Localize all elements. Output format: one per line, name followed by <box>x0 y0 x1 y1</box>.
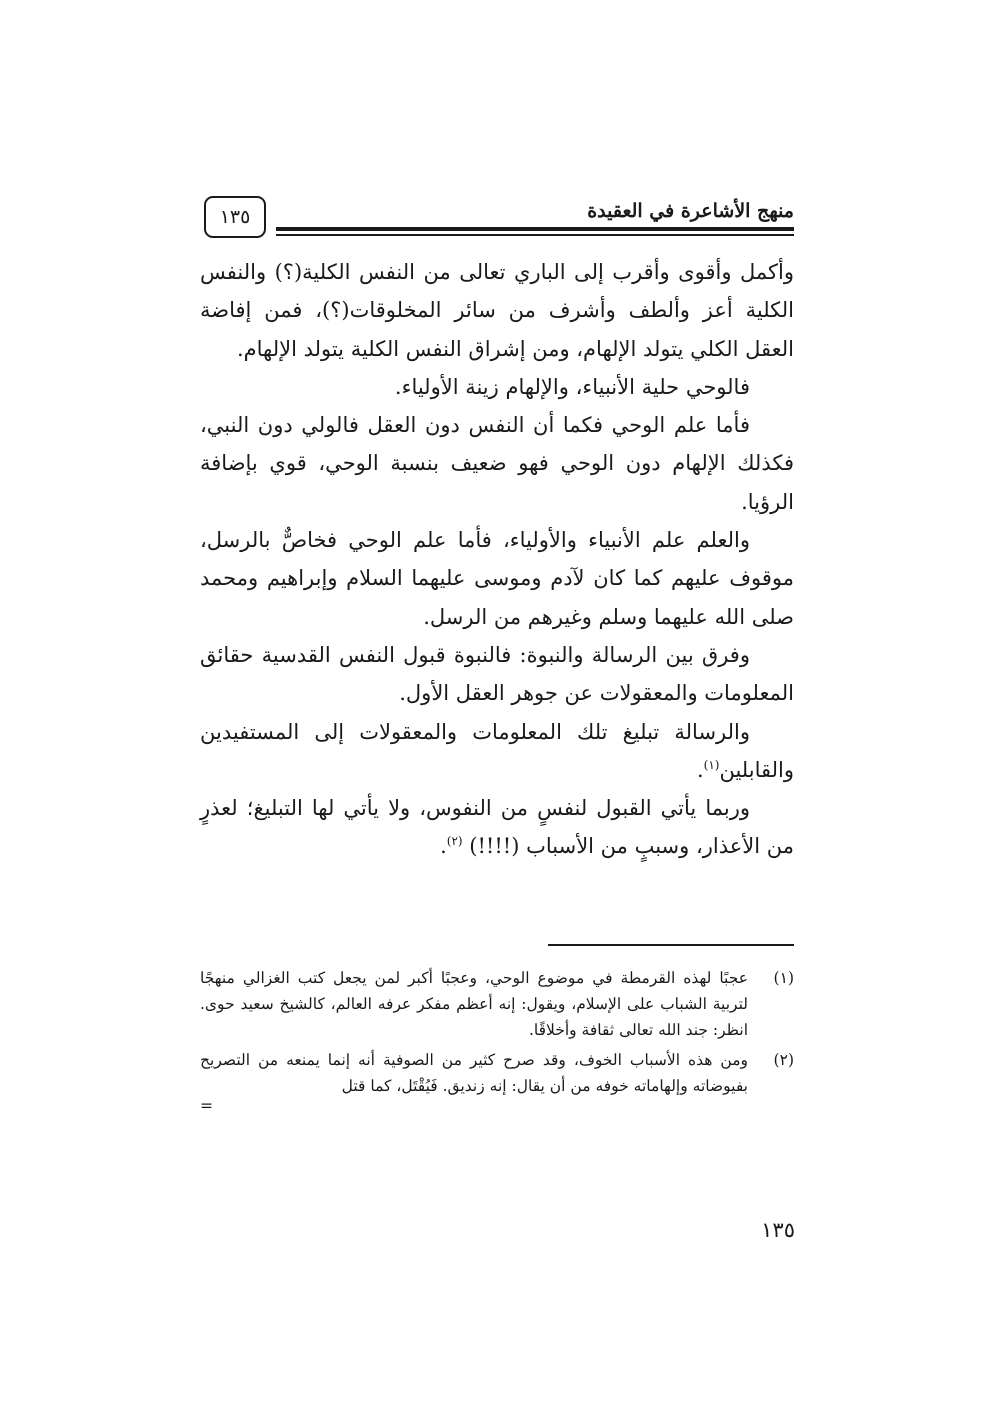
header-page-number: ١٣٥ <box>219 206 251 228</box>
footnote-1 <box>200 965 794 1043</box>
paragraph-7 <box>200 789 794 866</box>
paragraph-4: والعلم علم الأنبياء والأولياء، فأما علم الوحي فخاصٌّ بالرسل، موقوف عليهم كما كان لآدم وموسى عليهما السلام وإبراهيم ومحمد صلى الله عليهما وسلم وغيرهم من الرسل. <box>200 528 794 629</box>
main-text <box>200 253 794 866</box>
page-header <box>200 196 794 244</box>
footnote-ref-1[interactable]: (١) <box>703 757 720 772</box>
footnote-continuation-mark: = <box>200 1097 213 1115</box>
paragraph-6-text: والرسالة تبليغ تلك المعلومات والمعقولات إلى المستفيدين والقابلين <box>200 719 794 782</box>
paragraph-7-end: . <box>440 834 447 859</box>
paragraph-3: فأما علم الوحي فكما أن النفس دون العقل فالولي دون النبي، فكذلك الإلهام دون الوحي فهو ضعيف بنسبة الوحي، قوي بإضافة الرؤيا. <box>200 413 794 514</box>
paragraph-2: فالوحي حلية الأنبياء، والإلهام زينة الأولياء. <box>394 374 750 399</box>
paragraph-5: وفرق بين الرسالة والنبوة: فالنبوة قبول النفس القدسية حقائق المعلومات والمعقولات عن جوهر العقل الأول. <box>200 642 794 706</box>
footnote-2-number: (٢) <box>773 1051 794 1069</box>
footnote-separator <box>548 944 794 946</box>
footnote-2-text: ومن هذه الأسباب الخوف، وقد صرح كثير من الصوفية أنه إنما يمنعه من التصريح بفيوضاته وإلهاماته خوفه من أن يقال: إنه زنديق. فَيُقْتَل، كما قتل <box>200 1051 748 1095</box>
paragraph-1: وأكمل وأقوى وأقرب إلى الباري تعالى من النفس الكلية(؟) والنفس الكلية أعز وألطف وأشرف من سائر المخلوقات(؟)، فمن إفاضة العقل الكلي يتولد الإلهام، ومن إشراق النفس الكلية يتولد الإلهام. <box>200 260 794 361</box>
footnote-1-text: عجبًا لهذه القرمطة في موضوع الوحي، وعجبًا أكبر لمن يجعل كتب الغزالي منهجًا لتربية الشباب على الإسلام، ويقول: إنه أعظم مفكر عرفه العالم، كالشيخ سعيد حوى. انظر: جند الله تعالى ثقافة وأخلاقًا. <box>200 969 748 1039</box>
page-number: ١٣٥ <box>761 1218 795 1242</box>
paragraph-6-end: . <box>696 757 704 782</box>
header-rule-thin <box>276 234 794 236</box>
paragraph-6 <box>200 713 794 790</box>
footnotes <box>200 965 794 1117</box>
header-page-number-box <box>204 196 266 238</box>
paragraph-7-text: وربما يأتي القبول لنفسٍ من النفوس، ولا يأتي لها التبليغ؛ لعذرٍ من الأعذار، وسببٍ من الأسباب (!!!!) <box>200 796 794 859</box>
running-title: منهج الأشاعرة في العقيدة <box>587 200 794 222</box>
header-rule-thick <box>276 227 794 231</box>
footnote-2 <box>200 1047 794 1113</box>
footnote-ref-2[interactable]: (٢) <box>446 834 463 849</box>
footnote-1-number: (١) <box>773 969 794 987</box>
